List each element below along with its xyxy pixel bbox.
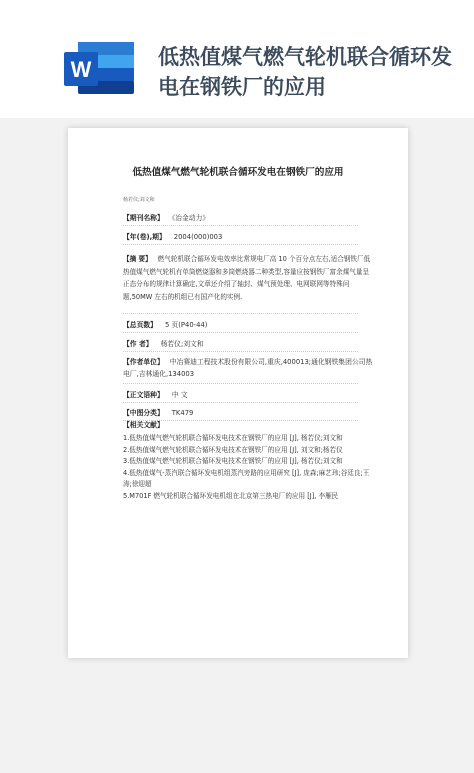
language-value: 中 文	[171, 391, 188, 399]
divider	[123, 225, 358, 226]
related-heading	[123, 419, 172, 429]
year-field	[123, 231, 222, 241]
pages-field	[123, 319, 207, 329]
authors-value: 杨若仪;刘文和	[160, 340, 204, 348]
classification-label: 【中图分类】	[123, 409, 164, 417]
related-label: 【相关文献】	[123, 421, 164, 429]
document-page	[68, 128, 408, 658]
language-field	[123, 389, 188, 399]
pages-value: 5 页(P40-44)	[164, 321, 208, 329]
paper-title: 低热值煤气燃气轮机联合循环发电在钢铁厂的应用	[132, 167, 344, 178]
abstract-field	[123, 253, 371, 303]
journal-value: 《冶金动力》	[171, 214, 210, 222]
abstract-value: 燃气轮机联合循环发电效率比常规电厂高 10 个百分点左右,适合钢铁厂低热值煤气燃气轮机有单筒燃烧器和多筒燃烧器二种类型,容量应按钢铁厂富余煤气量呈正态分布的规律计算确定,文章还介绍了轴封、煤气预处理、电网联网等特殊问题,50MW 左右的机组已有国产化的实例.	[123, 255, 371, 301]
word-icon	[60, 38, 138, 98]
word-logo-letter: W	[70, 57, 92, 82]
year-value: 2004(000)003	[173, 233, 223, 241]
reference-list	[123, 433, 373, 503]
affiliation-field	[123, 356, 373, 380]
divider	[123, 383, 358, 384]
authors-field	[123, 338, 204, 348]
journal-field	[123, 212, 209, 222]
abstract-label: 【摘 要】	[123, 255, 152, 263]
watermark-strip	[68, 693, 474, 773]
reference-item[interactable]: 2.低热值煤气燃气轮机联合循环发电技术在钢铁厂的应用 [J], 刘文和;杨若仪	[123, 445, 343, 454]
affiliation-label: 【作者单位】	[123, 358, 164, 366]
header-banner	[0, 0, 474, 118]
classification-value: TK479	[171, 409, 194, 417]
reference-item[interactable]: 5.M701F 燃气轮机联合循环发电机组在北京第三热电厂的应用 [J], 李雁民	[123, 491, 339, 500]
authors-label: 【作 者】	[123, 340, 153, 348]
authors-line: 杨若仪;刘文和	[123, 197, 155, 203]
divider	[123, 351, 358, 352]
classification-field	[123, 407, 193, 417]
reference-item[interactable]: 3.低热值煤气燃气轮机联合循环发电技术在钢铁厂的应用 [J], 杨若仪;刘文和	[123, 457, 343, 466]
year-label: 【年(卷),期】	[123, 233, 166, 241]
reference-item[interactable]: 4.低热值煤气-蒸汽联合循环发电机组蒸汽旁路的应用研究 [J], 庞森;麻艺玮;谷廷良;王涛;徐迎超	[123, 468, 370, 489]
divider	[123, 313, 358, 314]
divider	[123, 332, 358, 333]
divider	[123, 244, 358, 245]
affiliation-value: 中冶赛迪工程技术股份有限公司,重庆,400013;通化钢铁集团公司热电厂,吉林通化,134003	[123, 358, 373, 378]
journal-label: 【期刊名称】	[123, 214, 164, 222]
pages-label: 【总页数】	[123, 321, 157, 329]
reference-item[interactable]: 1.低热值煤气燃气轮机联合循环发电技术在钢铁厂的应用 [J], 杨若仪;刘文和	[123, 434, 343, 442]
document-title: 低热值煤气燃气轮机联合循环发电在钢铁厂的应用	[158, 45, 452, 99]
divider	[123, 402, 358, 403]
language-label: 【正文语种】	[123, 391, 164, 399]
